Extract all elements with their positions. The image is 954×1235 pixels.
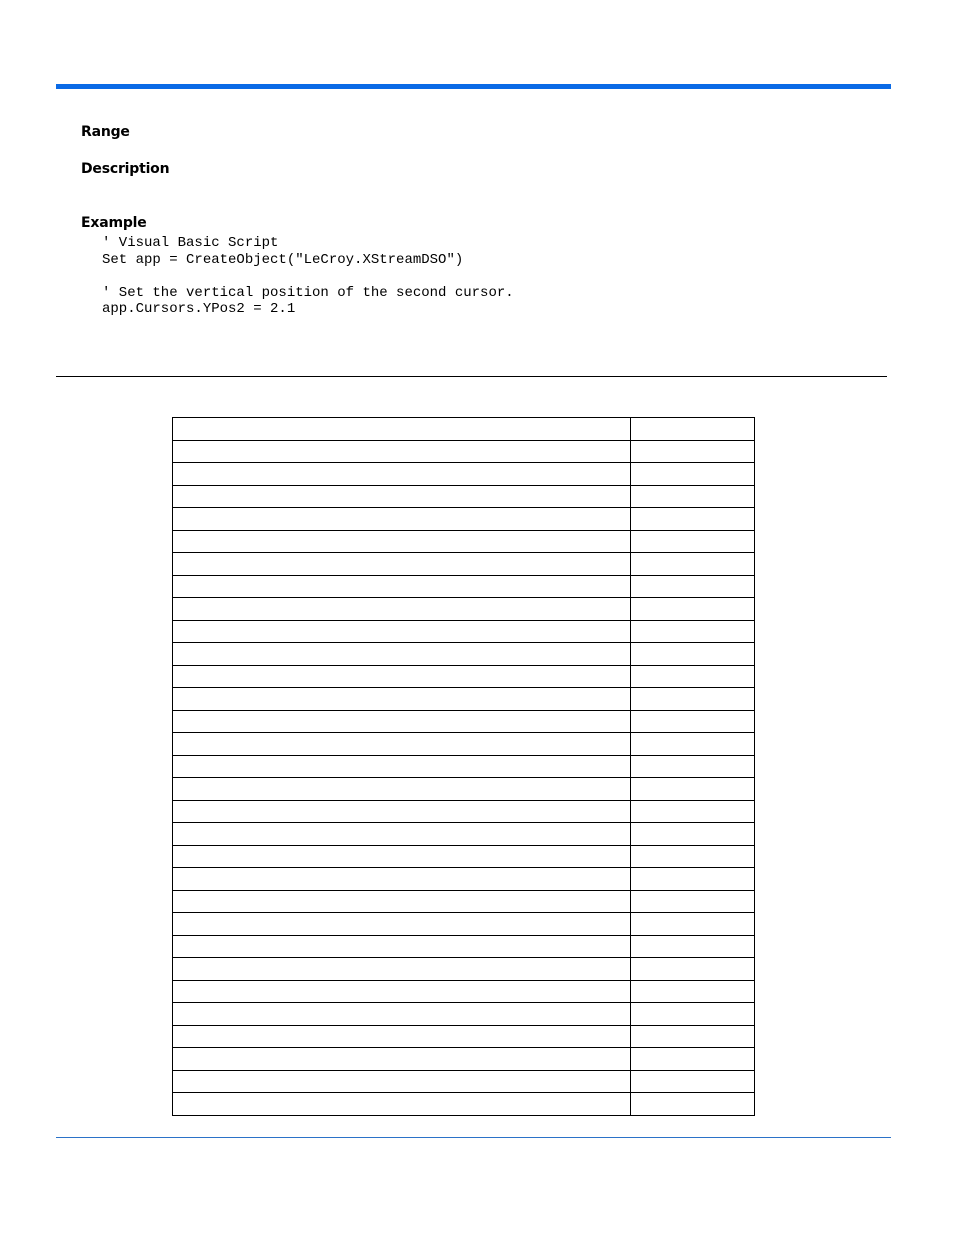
table-cell-value bbox=[631, 620, 755, 643]
table-cell-value bbox=[631, 890, 755, 913]
table-cell-name bbox=[173, 958, 631, 981]
table-row bbox=[173, 710, 755, 733]
table-cell-name bbox=[173, 1025, 631, 1048]
table-cell-name bbox=[173, 440, 631, 463]
table-row bbox=[173, 553, 755, 576]
table-cell-name bbox=[173, 823, 631, 846]
table-cell-name bbox=[173, 643, 631, 666]
table-row bbox=[173, 1093, 755, 1116]
table-cell-value bbox=[631, 1070, 755, 1093]
table-cell-value bbox=[631, 665, 755, 688]
code-line: ' Visual Basic Script bbox=[102, 235, 279, 251]
table-cell-name bbox=[173, 733, 631, 756]
table-cell-value bbox=[631, 1093, 755, 1116]
table-cell-value bbox=[631, 755, 755, 778]
table-row bbox=[173, 643, 755, 666]
table-cell-name bbox=[173, 800, 631, 823]
table-cell-name bbox=[173, 935, 631, 958]
table-cell-name bbox=[173, 913, 631, 936]
table-cell-name bbox=[173, 710, 631, 733]
table-cell-value bbox=[631, 508, 755, 531]
table-cell-name bbox=[173, 688, 631, 711]
table-cell-name bbox=[173, 575, 631, 598]
table-cell-value bbox=[631, 485, 755, 508]
table-row bbox=[173, 778, 755, 801]
table-cell-value bbox=[631, 643, 755, 666]
table-row bbox=[173, 913, 755, 936]
table-row bbox=[173, 890, 755, 913]
table-row bbox=[173, 620, 755, 643]
table-body bbox=[173, 418, 755, 1116]
table-row bbox=[173, 1003, 755, 1026]
table-cell-value bbox=[631, 913, 755, 936]
table-cell-value bbox=[631, 710, 755, 733]
table-row bbox=[173, 868, 755, 891]
table-cell-name bbox=[173, 845, 631, 868]
table-cell-name bbox=[173, 665, 631, 688]
code-line: app.Cursors.YPos2 = 2.1 bbox=[102, 301, 296, 317]
table-row bbox=[173, 688, 755, 711]
table-cell-name bbox=[173, 868, 631, 891]
range-heading: Range bbox=[81, 124, 130, 140]
table-cell-value bbox=[631, 1025, 755, 1048]
table-row bbox=[173, 845, 755, 868]
table-row bbox=[173, 418, 755, 441]
table-cell-value bbox=[631, 553, 755, 576]
table-cell-value bbox=[631, 688, 755, 711]
table-cell-name bbox=[173, 485, 631, 508]
table-cell-value bbox=[631, 958, 755, 981]
table-cell-value bbox=[631, 440, 755, 463]
table-cell-name bbox=[173, 463, 631, 486]
table-cell-name bbox=[173, 1093, 631, 1116]
table-cell-value bbox=[631, 868, 755, 891]
table-cell-value bbox=[631, 800, 755, 823]
table-cell-name bbox=[173, 598, 631, 621]
table-row bbox=[173, 1025, 755, 1048]
table-row bbox=[173, 755, 755, 778]
table-row bbox=[173, 508, 755, 531]
table-cell-value bbox=[631, 845, 755, 868]
table-cell-name bbox=[173, 1048, 631, 1071]
table-cell-value bbox=[631, 935, 755, 958]
table-row bbox=[173, 733, 755, 756]
table-cell-value bbox=[631, 778, 755, 801]
table-cell-name bbox=[173, 530, 631, 553]
table-cell-name bbox=[173, 980, 631, 1003]
table-cell-name bbox=[173, 755, 631, 778]
table-row bbox=[173, 935, 755, 958]
table-cell-value bbox=[631, 530, 755, 553]
table-cell-value bbox=[631, 575, 755, 598]
table-cell-value bbox=[631, 733, 755, 756]
table-row bbox=[173, 1048, 755, 1071]
table-row bbox=[173, 800, 755, 823]
table-cell-value bbox=[631, 418, 755, 441]
example-heading: Example bbox=[81, 215, 147, 231]
footer-rule bbox=[56, 1137, 891, 1138]
table-row bbox=[173, 958, 755, 981]
header-rule bbox=[56, 84, 891, 89]
table-row bbox=[173, 463, 755, 486]
table-row bbox=[173, 485, 755, 508]
table-cell-name bbox=[173, 508, 631, 531]
code-line: ' Set the vertical position of the second cursor. bbox=[102, 284, 514, 301]
table-cell-name bbox=[173, 778, 631, 801]
table-cell-value bbox=[631, 1048, 755, 1071]
table-row bbox=[173, 665, 755, 688]
table-cell-value bbox=[631, 823, 755, 846]
table-cell-name bbox=[173, 553, 631, 576]
table-row bbox=[173, 1070, 755, 1093]
empty-table bbox=[172, 417, 755, 1116]
table-cell-value bbox=[631, 463, 755, 486]
table-row bbox=[173, 575, 755, 598]
table-row bbox=[173, 530, 755, 553]
table-row bbox=[173, 980, 755, 1003]
table-cell-name bbox=[173, 418, 631, 441]
table-row bbox=[173, 598, 755, 621]
code-line: Set app = CreateObject("LeCroy.XStreamDSO") bbox=[102, 251, 464, 268]
table-row bbox=[173, 823, 755, 846]
table-row bbox=[173, 440, 755, 463]
code-example bbox=[102, 235, 514, 318]
table-cell-name bbox=[173, 620, 631, 643]
table-cell-name bbox=[173, 1003, 631, 1026]
code-line bbox=[102, 268, 514, 285]
table-cell-value bbox=[631, 1003, 755, 1026]
table-cell-name bbox=[173, 1070, 631, 1093]
section-divider bbox=[56, 376, 887, 377]
table-cell-value bbox=[631, 980, 755, 1003]
table-cell-value bbox=[631, 598, 755, 621]
table-cell-name bbox=[173, 890, 631, 913]
description-heading: Description bbox=[81, 161, 170, 177]
